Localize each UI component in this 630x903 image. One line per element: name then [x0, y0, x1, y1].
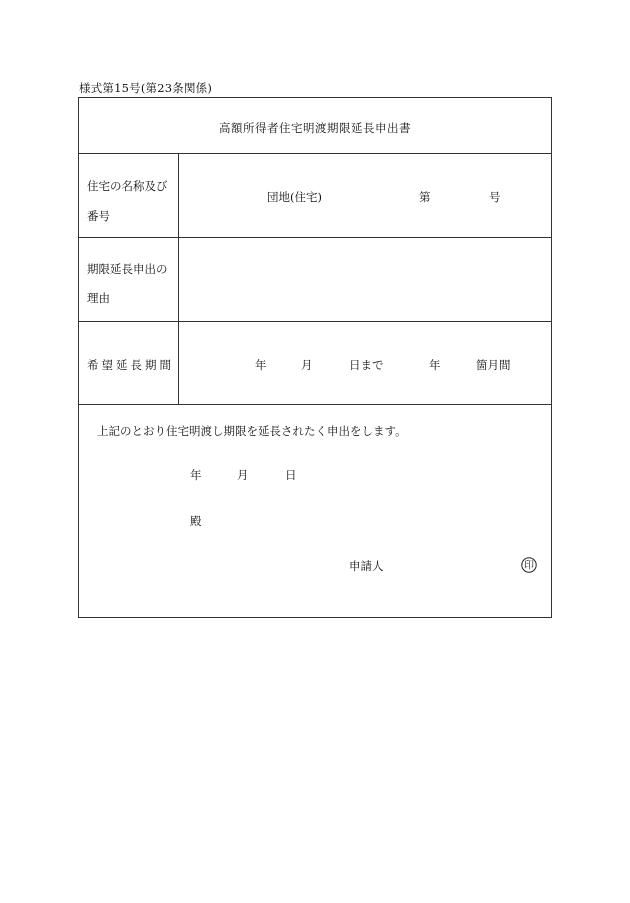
row-divider: [79, 321, 551, 322]
form-number-label: 様式第15号(第23条関係): [79, 81, 213, 95]
row-divider: [79, 404, 551, 405]
row-divider: [79, 153, 551, 154]
reason-label: 期限延長申出の: [87, 262, 168, 276]
period-months-text: 箇月間: [476, 358, 511, 372]
period-month-text: 月: [301, 358, 313, 372]
date-year-text: 年: [190, 468, 202, 482]
addressee-text: 殿: [190, 514, 202, 528]
housing-label-cont: 番号: [87, 209, 110, 223]
applicant-label: 申請人: [349, 559, 384, 573]
date-day-text: 日: [285, 468, 297, 482]
column-divider: [178, 153, 179, 404]
declaration-text: 上記のとおり住宅明渡し期限を延長されたく申出をします。: [97, 424, 407, 438]
form-title: 高額所得者住宅明渡期限延長申出書: [219, 121, 411, 135]
housing-danchi-text: 団地(住宅): [267, 190, 322, 204]
application-form-table: [78, 97, 552, 618]
housing-dai-text: 第: [419, 190, 431, 204]
row-divider: [79, 237, 551, 238]
period-year-text: 年: [255, 358, 267, 372]
reason-label-cont: 理由: [87, 291, 110, 305]
period-until-text: 日まで: [349, 358, 384, 372]
housing-go-text: 号: [489, 190, 501, 204]
period-label: 希望延長期間: [87, 358, 174, 372]
housing-label: 住宅の名称及び: [87, 179, 168, 193]
period-year2-text: 年: [429, 358, 441, 372]
date-month-text: 月: [237, 468, 249, 482]
seal-char: 印: [524, 560, 534, 572]
seal-icon: [521, 557, 537, 573]
